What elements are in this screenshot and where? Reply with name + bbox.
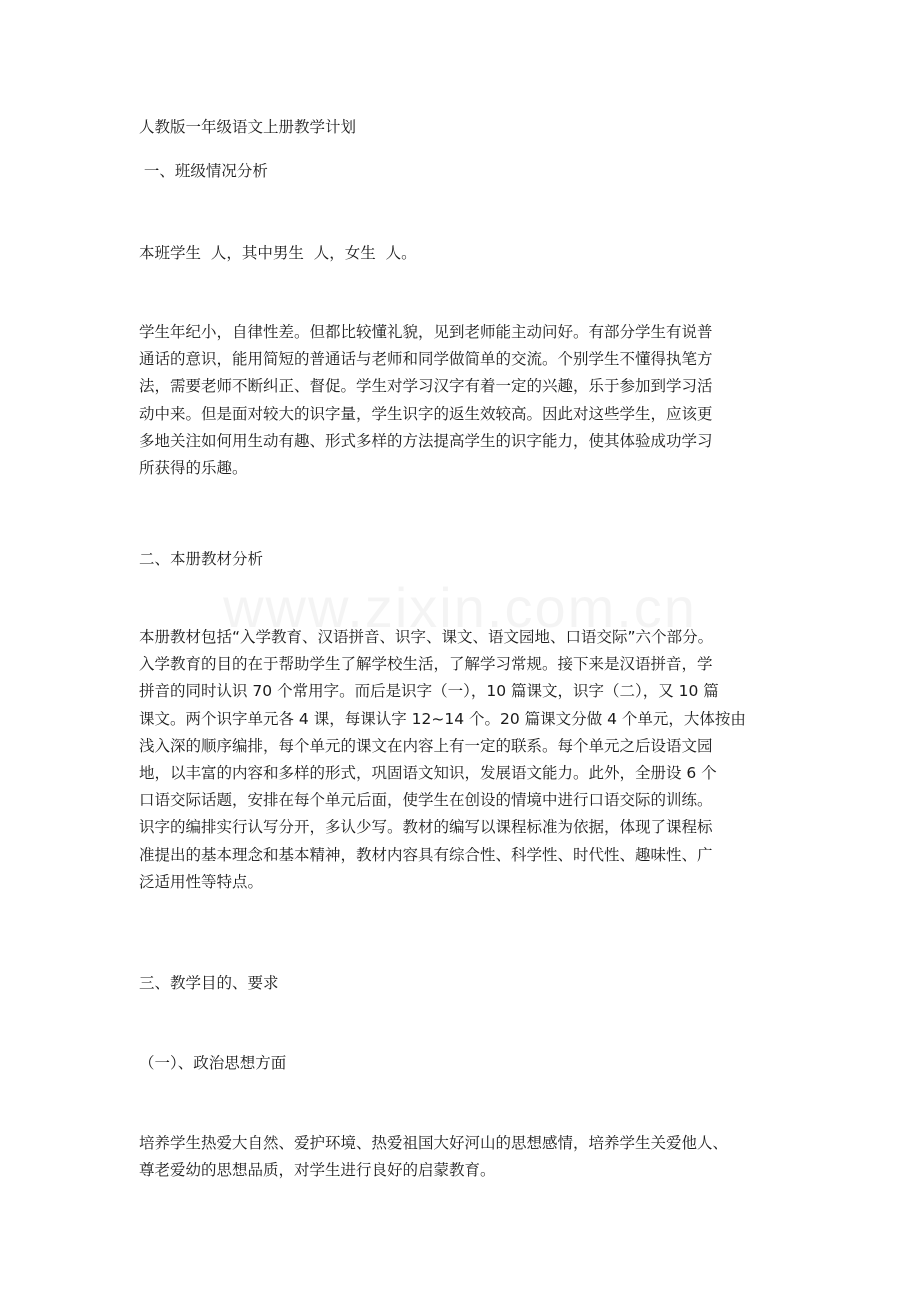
- textbook-analysis-paragraph: [139, 624, 799, 896]
- subsection-1-heading: （一）、政治思想方面: [139, 1054, 287, 1072]
- paragraph-line: 入学教育的目的在于帮助学生了解学校生活，了解学习常规。接下来是汉语拼音，学: [139, 655, 713, 674]
- paragraph-line: 口语交际话题，安排在每个单元后面，使学生在创设的情境中进行口语交际的训练。: [139, 791, 713, 810]
- section-2-heading: 二、本册教材分析: [139, 550, 264, 568]
- paragraph-line: 尊老爱幼的思想品质，对学生进行良好的启蒙教育。: [139, 1161, 496, 1180]
- paragraph-line: 法，需要老师不断纠正、督促。学生对学习汉字有着一定的兴趣，乐于参加到学习活: [139, 377, 713, 396]
- section-1-heading: 一、班级情况分析: [139, 162, 268, 180]
- section-3-heading: 三、教学目的、要求: [139, 974, 279, 992]
- paragraph-line: 地，以丰富的内容和多样的形式，巩固语文知识，发展语文能力。此外，全册设 6 个: [139, 764, 717, 783]
- paragraph-line: 学生年纪小，自律性差。但都比较懂礼貌，见到老师能主动问好。有部分学生有说普: [139, 323, 713, 341]
- paragraph-line: 浅入深的顺序编排，每个单元的课文在内容上有一定的联系。每个单元之后设语文园: [139, 736, 713, 755]
- paragraph-line: 准提出的基本理念和基本精神，教材内容具有综合性、科学性、时代性、趣味性、广: [139, 845, 713, 864]
- paragraph-line: 所获得的乐趣。: [139, 459, 248, 478]
- paragraph-line: 本册教材包括“入学教育、汉语拼音、识字、课文、语文园地、口语交际”六个部分。: [139, 628, 714, 646]
- political-goals-paragraph: [139, 1130, 799, 1184]
- paragraph-line: 多地关注如何用生动有趣、形式多样的方法提高学生的识字能力，使其体验成功学习: [139, 431, 713, 450]
- paragraph-line: 拼音的同时认识 70 个常用字。而后是识字（一），10 篇课文，识字（二），又 10 篇: [139, 682, 719, 701]
- paragraph-line: 通话的意识，能用简短的普通话与老师和同学做简单的交流。个别学生不懂得执笔方: [139, 350, 713, 369]
- paragraph-line: 课文。两个识字单元各 4 课，每课认字 12~14 个。20 篇课文分做 4 个单元，大体按由: [139, 709, 746, 728]
- paragraph-line: 培养学生热爱大自然、爱护环境、热爱祖国大好河山的思想感情，培养学生关爱他人、: [139, 1134, 729, 1152]
- document-title: 人教版一年级语文上册教学计划: [139, 118, 357, 136]
- student-analysis-paragraph: [139, 319, 799, 482]
- class-info: 本班学生 人，其中男生 人，女生 人。: [139, 244, 417, 262]
- paragraph-line: 识字的编排实行认写分开，多认少写。教材的编写以课程标准为依据，体现了课程标: [139, 818, 713, 837]
- paragraph-line: 动中来。但是面对较大的识字量，学生识字的返生效较高。因此对这些学生，应该更: [139, 404, 713, 423]
- paragraph-line: 泛适用性等特点。: [139, 872, 264, 891]
